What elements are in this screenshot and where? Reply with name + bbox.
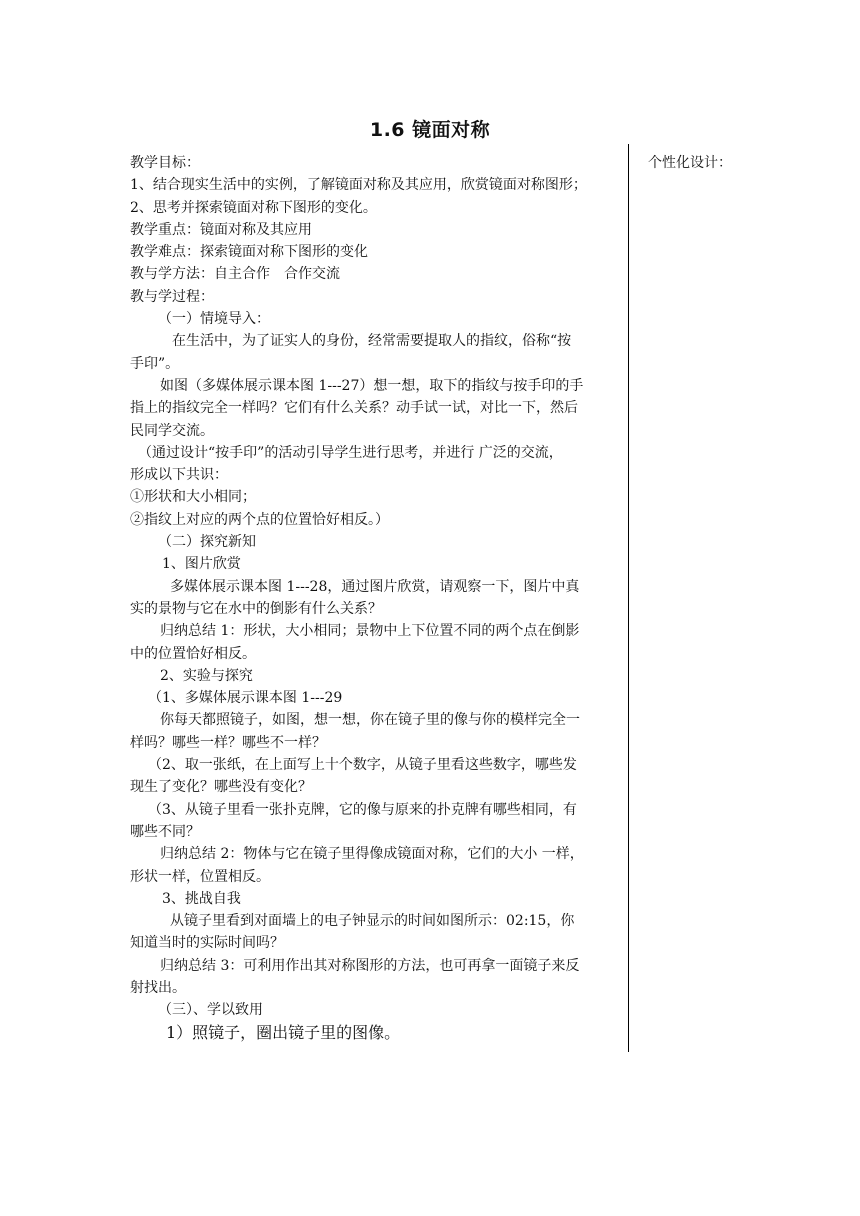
content-line: 教与学方法：自主合作 合作交流 xyxy=(130,266,340,283)
content-line: 归纳总结 3：可利用作出其对称图形的方法，也可再拿一面镜子来反 xyxy=(160,957,580,974)
content-line: 形状一样，位置相反。 xyxy=(130,868,270,885)
content-line: 样吗？哪些一样？哪些不一样？ xyxy=(130,734,326,751)
content-line: 现生了变化？哪些没有变化？ xyxy=(130,779,312,796)
content-line: 知道当时的实际时间吗？ xyxy=(130,935,284,952)
content-line: 归纳总结 2：物体与它在镜子里得像成镜面对称，它们的大小 一样， xyxy=(160,846,584,863)
document-title: 1.6 镜面对称 xyxy=(369,119,491,141)
content-line: （通过设计“按手印”的活动引导学生进行思考，并进行 广泛的交流， xyxy=(138,444,563,461)
content-line: （1、多媒体展示课本图 1---29 xyxy=(148,690,343,707)
content-line: 1）照镜子，圈出镜子里的图像。 xyxy=(166,1022,401,1042)
content-line: 在生活中，为了证实人的身份，经常需要提取人的指纹，俗称“按 xyxy=(172,333,572,350)
content-line: 形成以下共识： xyxy=(130,467,228,484)
personal-design-label: 个性化设计： xyxy=(648,155,732,171)
content-line: 教学目标： xyxy=(130,155,200,171)
content-line: 教与学过程： xyxy=(130,288,214,305)
content-line: （一）情境导入： xyxy=(158,311,270,328)
content-line: 2、思考并探索镜面对称下图形的变化。 xyxy=(130,199,377,216)
content-line: 2、实验与探究 xyxy=(160,667,253,684)
content-line: 实的景物与它在水中的倒影有什么关系？ xyxy=(130,600,382,617)
content-line: ②指纹上对应的两个点的位置恰好相反。） xyxy=(130,511,389,528)
content-line: （二）探究新知 xyxy=(158,534,256,551)
content-line: （三）、学以致用 xyxy=(158,1002,263,1019)
content-line: 教学难点：探索镜面对称下图形的变化 xyxy=(130,244,368,261)
content-line: （2、取一张纸，在上面写上十个数字，从镜子里看这些数字，哪些发 xyxy=(148,757,577,774)
lesson-content xyxy=(130,152,624,1044)
content-line: 你每天都照镜子，如图，想一想，你在镜子里的像与你的模样完全一 xyxy=(160,712,580,729)
content-line: 哪些不同？ xyxy=(130,823,200,840)
content-line: 手印”。 xyxy=(130,355,180,372)
content-line: 指上的指纹完全一样吗？它们有什么关系？动手试一试，对比一下，然后 xyxy=(130,400,578,417)
content-line: （3、从镜子里看一张扑克牌，它的像与原来的扑克牌有哪些相同，有 xyxy=(148,801,577,818)
content-line: 3、挑战自我 xyxy=(162,890,241,907)
content-line: 中的位置恰好相反。 xyxy=(130,645,256,662)
content-line: 1、图片欣赏 xyxy=(162,556,241,573)
content-line: 归纳总结 1：形状，大小相同；景物中上下位置不同的两个点在倒影 xyxy=(160,623,580,640)
content-line: ①形状和大小相同； xyxy=(130,489,256,506)
content-line: 如图（多媒体展示课本图 1---27）想一想，取下的指纹与按手印的手 xyxy=(160,377,584,394)
content-line: 1、结合现实生活中的实例，了解镜面对称及其应用，欣赏镜面对称图形； xyxy=(130,177,587,194)
content-line: 射找出。 xyxy=(130,979,186,996)
content-line: 多媒体展示课本图 1---28，通过图片欣赏，请观察一下，图片中真 xyxy=(170,578,580,595)
content-line: 教学重点：镜面对称及其应用 xyxy=(130,221,312,238)
column-divider xyxy=(628,144,629,1052)
content-line: 民同学交流。 xyxy=(130,422,214,439)
content-line: 从镜子里看到对面墙上的电子钟显示的时间如图所示：02:15，你 xyxy=(170,913,575,930)
